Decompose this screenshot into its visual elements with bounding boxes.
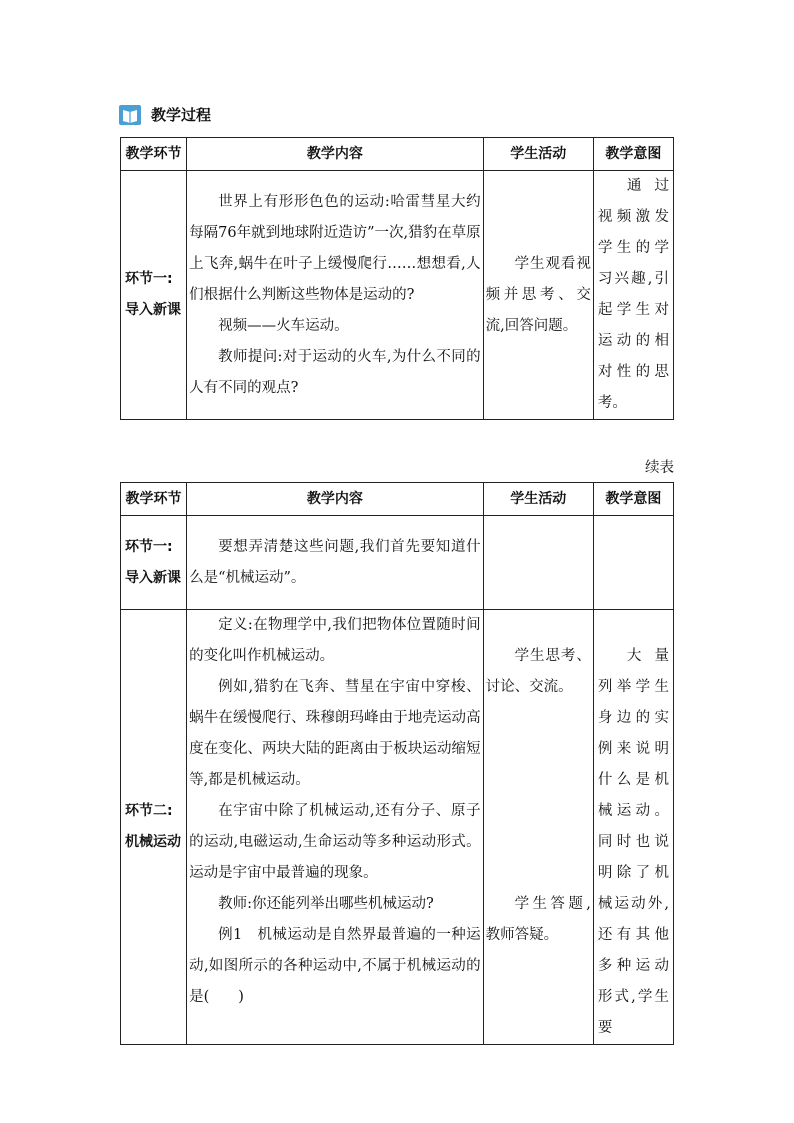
activity-cell <box>483 610 593 1045</box>
table-header-row <box>121 483 674 516</box>
section-title: 教学过程 <box>151 106 212 124</box>
activity-text: 学生观看视频并思考、交流,回答问题。 <box>485 255 591 334</box>
header-content: 教学内容 <box>187 138 484 171</box>
segment-cell: 环节一:导入新课 <box>121 171 187 420</box>
table-row <box>121 516 674 610</box>
content-paragraph: 在宇宙中除了机械运动,还有分子、原子的运动,电磁运动,生命运动等多种运动形式。运动是宇宙中最普遍的现象。 <box>189 803 481 881</box>
intent-text: 大量列举学生身边的实例来说明什么是机械运动。同时也说明除了机械运动外,还有其他多种运动形式,学生要 <box>597 648 669 1036</box>
book-icon <box>119 105 141 125</box>
content-paragraph: 定义:在物理学中,我们把物体位置随时间的变化叫作机械运动。 <box>189 617 481 664</box>
intent-cell <box>593 610 673 1045</box>
teaching-process-table <box>120 137 674 420</box>
table-row <box>121 610 674 1045</box>
continued-label: 续表 <box>645 460 674 476</box>
content-paragraph: 视频——火车运动。 <box>218 317 349 334</box>
header-segment: 教学环节 <box>121 138 187 171</box>
content-paragraph: 例1 机械运动是自然界最普遍的一种运动,如图所示的各种运动中,不属于机械运动的是( ) <box>189 927 481 1005</box>
header-intent: 教学意图 <box>593 138 673 171</box>
header-activity: 学生活动 <box>483 138 593 171</box>
section-heading <box>119 104 211 125</box>
table-row <box>121 171 674 420</box>
teaching-process-table-continued <box>120 482 674 1045</box>
content-paragraph: 例如,猎豹在飞奔、彗星在宇宙中穿梭、蜗牛在缓慢爬行、珠穆朗玛峰由于地壳运动高度在变化、两块大陆的距离由于板块运动缩短等,都是机械运动。 <box>189 679 481 788</box>
content-paragraph: 教师提问:对于运动的火车,为什么不同的人有不同的观点? <box>189 348 481 396</box>
activity-text: 学生答题,教师答疑。 <box>485 896 591 943</box>
content-paragraph: 教师:你还能列举出哪些机械运动? <box>218 896 434 912</box>
activity-text: 学生思考、讨论、交流。 <box>485 648 591 695</box>
intent-cell <box>593 516 673 610</box>
content-paragraph: 世界上有形形色色的运动:哈雷彗星大约每隔76年就到地球附近造访”一次,猎豹在草原上飞奔,蜗牛在叶子上缓慢爬行……想想看,人们根据什么判断这些物体是运动的? <box>189 193 481 303</box>
segment-cell: 环节二:机械运动 <box>121 610 187 1045</box>
intent-cell <box>593 171 673 420</box>
intent-text: 通过视频激发学生的学习兴趣,引起学生对运动的相对性的思考。 <box>597 178 669 411</box>
content-cell <box>187 516 484 610</box>
header-intent: 教学意图 <box>593 483 673 516</box>
content-paragraph: 要想弄清楚这些问题,我们首先要知道什么是“机械运动”。 <box>189 538 481 586</box>
header-segment: 教学环节 <box>121 483 187 516</box>
segment-cell: 环节一:导入新课 <box>121 516 187 610</box>
content-cell <box>187 171 484 420</box>
content-cell <box>187 610 484 1045</box>
header-activity: 学生活动 <box>483 483 593 516</box>
activity-cell <box>483 171 593 420</box>
header-content: 教学内容 <box>187 483 484 516</box>
table-header-row <box>121 138 674 171</box>
activity-cell <box>483 516 593 610</box>
